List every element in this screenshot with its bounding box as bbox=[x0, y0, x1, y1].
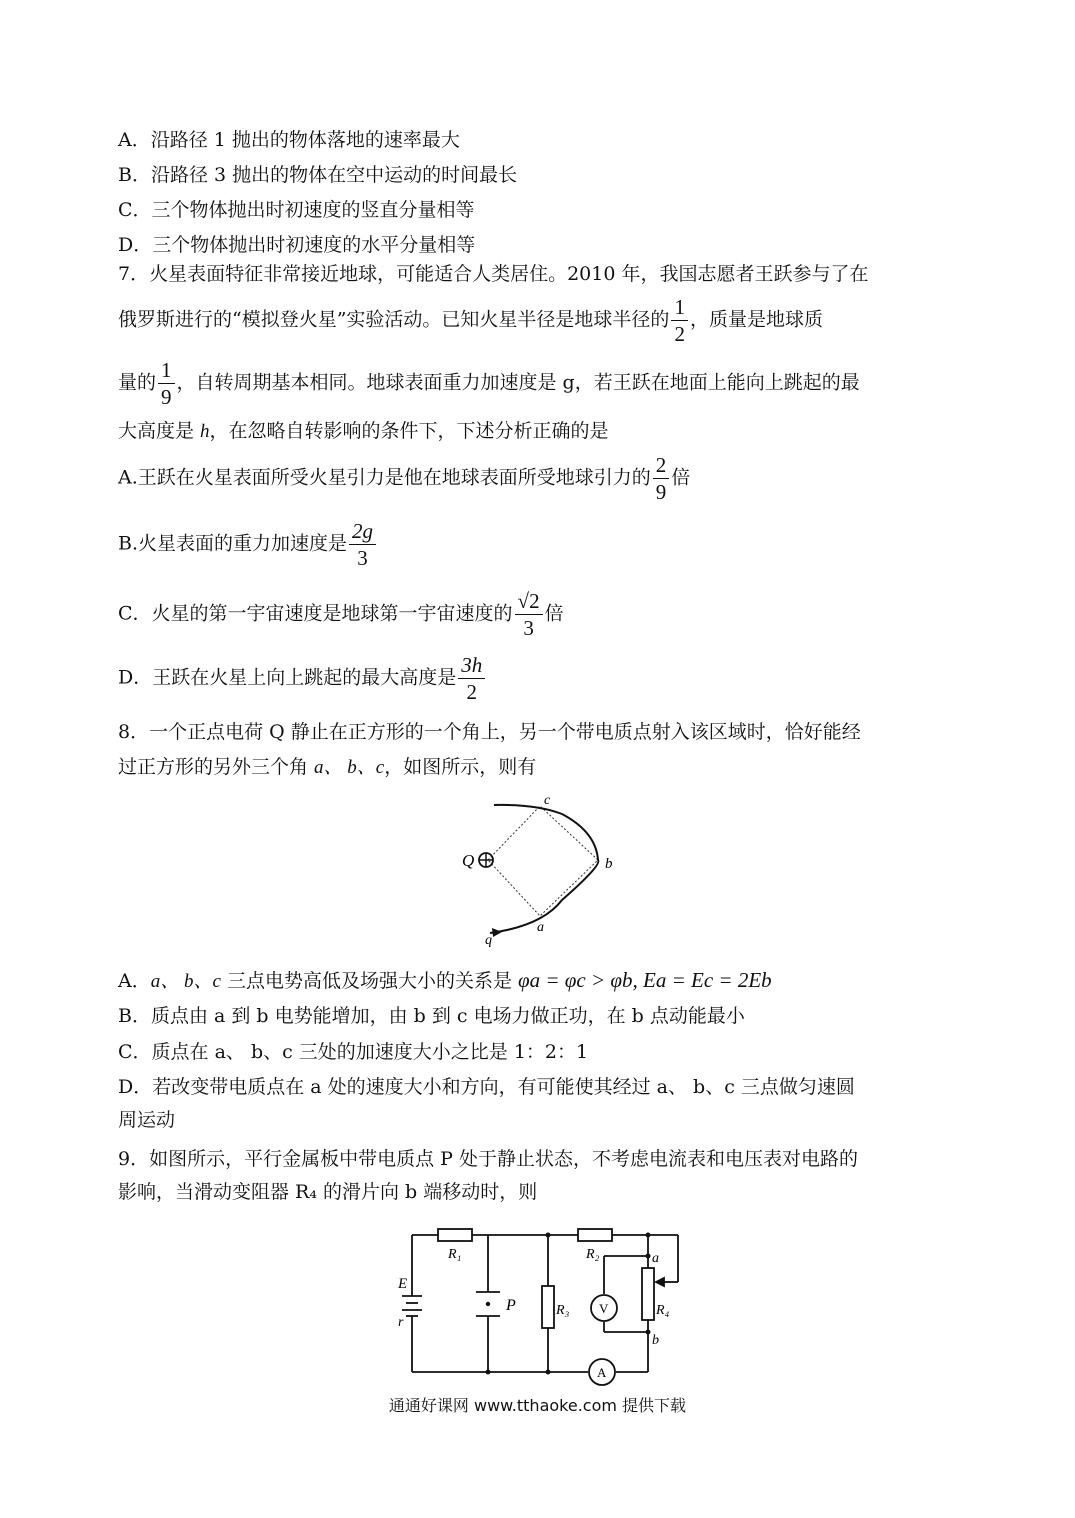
q7-option-c: C．火星的第一宇宙速度是地球第一宇宙速度的 $\frac{√2}{3}$ 倍 bbox=[118, 589, 564, 640]
q7-stem-line3: 量的 $\frac{1}{9}$ ，自转周期基本相同。地球表面重力加速度是 g，若王跃在地面上能向上跳起的最 bbox=[118, 358, 860, 409]
label-R3: R₃ bbox=[556, 1303, 570, 1318]
fraction-one-half: $\frac{1}{2}$ bbox=[671, 294, 688, 347]
q8-option-c: C．质点在 a、 b、c 三处的加速度大小之比是 1：2：1 bbox=[118, 1041, 589, 1063]
label-R2: R₂ bbox=[586, 1247, 600, 1262]
fraction-one-ninth: $\frac{1}{9}$ bbox=[158, 357, 175, 410]
label-Q: Q bbox=[462, 851, 475, 870]
fraction-two-ninths: $\frac{2}{9}$ bbox=[653, 452, 670, 505]
slider-arrow-icon bbox=[656, 1278, 664, 1286]
label-V: V bbox=[599, 1301, 609, 1316]
q8-option-b: B．质点由 a 到 b 电势能增加，由 b 到 c 电场力做正功，在 b 点动能最小 bbox=[118, 1005, 745, 1027]
resistor-R2 bbox=[578, 1229, 612, 1241]
q8-option-d-line2: 周运动 bbox=[118, 1109, 176, 1131]
label-r: r bbox=[398, 1315, 404, 1330]
charge-square-diagram bbox=[450, 790, 630, 950]
q7-stem-line1: 7．火星表面特征非常接近地球，可能适合人类居住。2010 年，我国志愿者王跃参与了在 bbox=[118, 263, 869, 285]
label-a: a bbox=[537, 920, 544, 935]
q7-option-d: D．王跃在火星上向上跳起的最大高度是 $\frac{3h}{2}$ bbox=[118, 652, 487, 705]
q6-option-d: D．三个物体抛出时初速度的水平分量相等 bbox=[118, 234, 476, 256]
footer-watermark: 通通好课网 www.tthaoke.com 提供下载 bbox=[388, 1396, 687, 1415]
label-a: a bbox=[652, 1251, 659, 1266]
q8-option-d-line1: D．若改变带电质点在 a 处的速度大小和方向，有可能使其经过 a、 b、c 三点做匀速圆 bbox=[118, 1076, 855, 1098]
q6-option-b: B．沿路径 3 抛出的物体在空中运动的时间最长 bbox=[118, 164, 518, 186]
label-A: A bbox=[597, 1365, 607, 1380]
q9-stem-line2: 影响，当滑动变阻器 R₄ 的滑片向 b 端移动时，则 bbox=[118, 1181, 538, 1203]
q8-stem-line2: 过正方形的另外三个角 a、 b、c，如图所示，则有 bbox=[118, 756, 537, 778]
q7-stem-line2: 俄罗斯进行的“模拟登火星”实验活动。已知火星半径是地球半径的 $\frac{1}{2}$ ，质量是地球质 bbox=[118, 295, 823, 346]
trajectory-arrow-icon bbox=[492, 928, 502, 937]
resistor-R1 bbox=[438, 1229, 472, 1241]
fraction-3h-over-2: $\frac{3h}{2}$ bbox=[458, 652, 485, 705]
fraction-sqrt2-over-3: $\frac{√2}{3}$ bbox=[515, 588, 543, 641]
q9-stem-line1: 9．如图所示，平行金属板中带电质点 P 处于静止状态，不考虑电流表和电压表对电路的 bbox=[118, 1148, 858, 1170]
label-b: b bbox=[605, 856, 613, 872]
q7-option-a: A.王跃在火星表面所受火星引力是他在地球表面所受地球引力的 $\frac{2}{9}$ 倍 bbox=[118, 453, 691, 504]
resistor-R3 bbox=[542, 1286, 554, 1328]
q7-option-b: B.火星表面的重力加速度是 $\frac{2g}{3}$ bbox=[118, 518, 378, 571]
circuit-diagram bbox=[390, 1222, 700, 1394]
label-P: P bbox=[506, 1297, 516, 1314]
particle-P-dot bbox=[486, 1302, 490, 1306]
label-E: E bbox=[398, 1276, 408, 1292]
fraction-2g-over-3: $\frac{2g}{3}$ bbox=[349, 518, 376, 571]
q7-stem-line4: 大高度是 h，在忽略自转影响的条件下，下述分析正确的是 bbox=[118, 420, 609, 442]
q8-option-a: A．a、 b、c 三点电势高低及场强大小的关系是 φa = φc > φb, Ea = Ec = 2Eb bbox=[118, 968, 772, 992]
label-q: q bbox=[485, 933, 492, 948]
q6-option-a: A．沿路径 1 抛出的物体落地的速率最大 bbox=[118, 129, 460, 151]
label-R1: R₁ bbox=[448, 1247, 462, 1262]
label-b: b bbox=[652, 1333, 659, 1348]
particle-trajectory bbox=[490, 805, 598, 933]
q6-option-c: C．三个物体抛出时初速度的竖直分量相等 bbox=[118, 199, 475, 221]
label-R4: R₄ bbox=[656, 1303, 670, 1318]
resistor-R4 bbox=[642, 1268, 654, 1320]
label-c: c bbox=[544, 793, 551, 808]
potential-field-relation: φa = φc > φb, Ea = Ec = 2Eb bbox=[518, 968, 772, 992]
q8-stem-line1: 8．一个正点电荷 Q 静止在正方形的一个角上，另一个带电质点射入该区域时，恰好能经 bbox=[118, 721, 861, 743]
dotted-square bbox=[488, 806, 598, 916]
